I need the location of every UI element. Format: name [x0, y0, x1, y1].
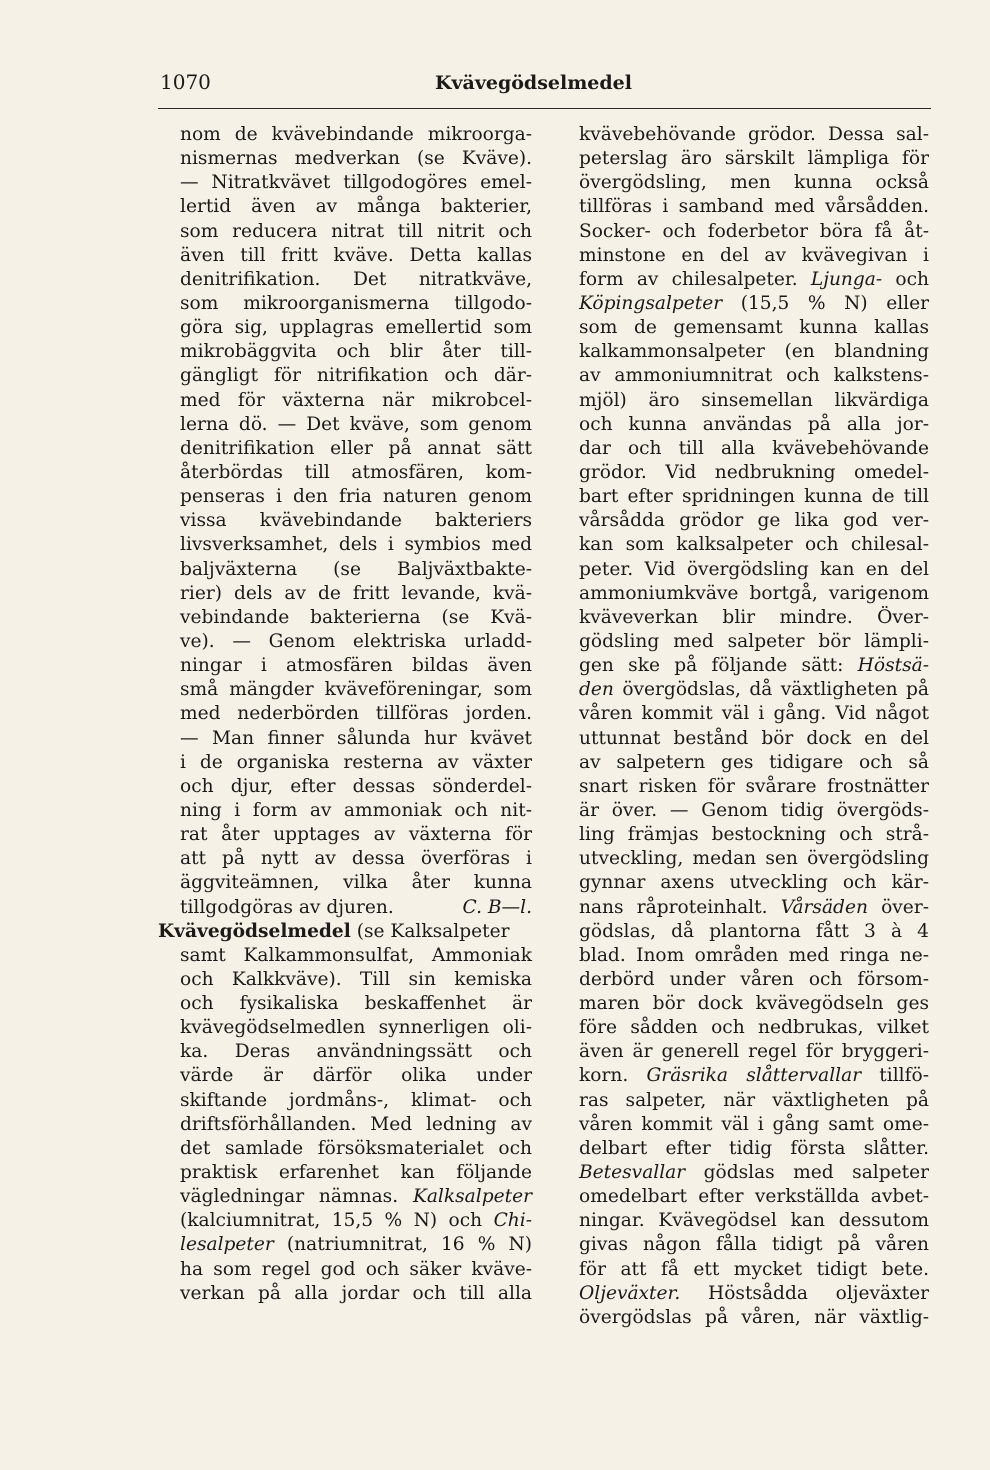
text-line: penseras i den fria naturen genom [180, 486, 532, 508]
text-line: lesalpeter (natriumnitrat, 16 % N) [180, 1234, 532, 1256]
text-line: skiftande jordmåns-, klimat- och [180, 1089, 532, 1111]
page-number: 1070 [160, 70, 211, 94]
text-line: ningar i atmosfären bildas även [180, 655, 532, 677]
text-line: kvävegödselmedlen synnerligen oli- [180, 1017, 532, 1039]
text-line: och Kalkkväve). Till sin kemiska [180, 968, 532, 990]
text-line: form av chilesalpeter. Ljunga- och [579, 268, 929, 290]
text-line: av ammoniumnitrat och kalkstens- [579, 365, 929, 387]
text-line: peter. Vid övergödsling kan en del [579, 558, 929, 580]
left-column [158, 123, 532, 1306]
text-line: värde är därför olika under [180, 1065, 532, 1087]
text-line: utveckling, medan sen övergödsling [579, 848, 929, 870]
text-line: omedelbart efter verkställda avbet- [579, 1186, 929, 1208]
text-line: ammoniumkväve bortgå, varigenom [579, 582, 929, 604]
text-line: vissa kvävebindande bakteriers [180, 510, 532, 532]
author-signature: C. B—l. [462, 896, 532, 918]
text-line: rat åter upptages av växterna för [180, 824, 532, 846]
right-column [579, 123, 929, 1330]
header-rule [158, 108, 931, 109]
text-line: ningar. Kvävegödsel kan dessutom [579, 1210, 929, 1232]
text-line: maren bör dock kvävegödseln ges [579, 993, 929, 1015]
text-line: att på nytt av dessa överföras i [180, 848, 532, 870]
entry-headword-line: Kvävegödselmedel (se Kalksalpeter [158, 920, 510, 942]
term-grasrika-slattervallar: Gräsrika slåttervallar [646, 1065, 862, 1087]
text-line: som de gemensamt kunna kallas [579, 317, 929, 339]
term-ljunga: Ljunga- [810, 268, 883, 290]
text-line: vårsådda grödor ge lika god ver- [579, 510, 929, 532]
text-line: kalkammonsalpeter (en blandning [579, 341, 929, 363]
text-line: övergödsling, men kunna också [579, 172, 929, 194]
text-line: gynnar axens utveckling och kär- [579, 872, 929, 894]
text-line: denitrifikation eller på annat sätt [180, 437, 532, 459]
text-line: nom de kvävebindande mikroorga- [180, 124, 532, 145]
text-line: lerna dö. — Det kväve, som genom [180, 413, 532, 435]
term-varsaden: Vårsäden [780, 896, 868, 918]
text-line: nans råproteinhalt. Vårsäden över- [579, 896, 929, 918]
text-line: även till fritt kväve. Detta kallas [180, 244, 532, 266]
text-line: övergödslas på våren, när växtlig- [579, 1306, 929, 1328]
text-line: ha som regel god och säker kväve- [180, 1258, 532, 1280]
text-line: i de organiska resterna av växter [180, 751, 532, 773]
text-line: med nederbörden tillföras jorden. [180, 703, 532, 725]
text-line: (kalciumnitrat, 15,5 % N) och Chi- [180, 1210, 532, 1232]
entry-lines [158, 944, 532, 1185]
text-line: lertid även av många bakterier, [180, 196, 532, 218]
text-line: vägledningar nämnas. Kalksalpeter [180, 1186, 532, 1208]
text-line: våren kommit väl i gång samt ome- [579, 1113, 929, 1135]
text-line: minstone en del av kvävegivan i [579, 244, 929, 266]
term-kopingsalpeter: Köpingsalpeter [579, 292, 723, 314]
term-betesvallar: Betesvallar [579, 1162, 686, 1184]
text-line: bart efter spridningen kunna de till [579, 486, 929, 508]
text-line: det samlade försöksmaterialet och [180, 1137, 532, 1159]
text-line: göra sig, upplagras emellertid som [180, 317, 532, 339]
text-line: med för växterna när mikrobcel- [180, 389, 532, 411]
term-kalksalpeter: Kalksalpeter [412, 1186, 532, 1208]
left-column-lines [158, 123, 532, 896]
text-line: före sådden och nedbrukas, vilket [579, 1017, 929, 1039]
text-line: även är generell regel för bryggeri- [579, 1041, 929, 1063]
text-line: är över. — Genom tidig övergöds- [579, 799, 929, 821]
text-line: gödslas, då plantorna fått 3 à 4 [579, 920, 929, 942]
text-line: ling främjas bestockning och strå- [579, 824, 929, 846]
text-line: vebindande bakterierna (se Kvä- [180, 606, 532, 628]
text-line: kan som kalksalpeter och chilesal- [579, 534, 929, 556]
text-line: och fysikaliska beskaffenhet är [180, 993, 532, 1015]
text-line: snart risken för svårare frostnätter [579, 775, 929, 797]
text-line: av salpetern ges tidigare och så [579, 751, 929, 773]
text-line: äggviteämnen, vilka åter kunna [180, 872, 532, 894]
text-line: peterslag äro särskilt lämpliga för [579, 148, 929, 170]
entry-headword: Kvävegödselmedel [158, 920, 351, 942]
page-header [160, 70, 930, 94]
text-line: dar och till alla kvävebehövande [579, 437, 929, 459]
text-line: driftsförhållanden. Med ledning av [180, 1113, 532, 1135]
text-line: kväveverkan blir mindre. Över- [579, 606, 929, 628]
text-line: — Man finner sålunda hur kvävet [180, 727, 532, 749]
text-line: kvävebehövande grödor. Dessa sal- [579, 124, 929, 145]
text-line: och djur, efter dessas sönderdel- [180, 775, 532, 797]
text-line: våren kommit väl i gång. Vid något [579, 703, 929, 725]
text-line: grödor. Vid nedbrukning omedel- [579, 461, 929, 483]
text-line: ve). — Genom elektriska urladd- [180, 630, 532, 652]
text-line: baljväxterna (se Baljväxtbakte- [180, 558, 532, 580]
text-line: återbördas till atmosfären, kom- [180, 461, 532, 483]
text-line: samt Kalkammonsulfat, Ammoniak [180, 944, 532, 966]
text-line: som mikroorganismerna tillgodo- [180, 292, 532, 314]
text-line: gödsling med salpeter bör lämpli- [579, 630, 929, 652]
text-line: blad. Inom områden med ringa ne- [579, 944, 929, 966]
text-line: — Nitratkvävet tillgodogöres emel- [180, 172, 532, 194]
text-line: gen ske på följande sätt: Höstsä- [579, 655, 929, 677]
text-line: denitrifikation. Det nitratkväve, [180, 268, 532, 290]
entry-tail-lines [158, 1258, 532, 1306]
text-line: och kunna användas på alla jor- [579, 413, 929, 435]
text-line: Betesvallar gödslas med salpeter [579, 1162, 929, 1184]
text-line: nismernas medverkan (se Kväve). [180, 148, 532, 170]
text-line: som reducera nitrat till nitrit och [180, 220, 532, 242]
text-line: ning i form av ammoniak och nit- [180, 799, 532, 821]
text-line: Socker- och foderbetor böra få åt- [579, 220, 929, 242]
text-line: givas någon fålla tidigt på våren [579, 1234, 929, 1256]
text-line: praktisk erfarenhet kan följande [180, 1162, 532, 1184]
text-line: gängligt för nitrifikation och där- [180, 365, 532, 387]
text-line: derbörd under våren och försom- [579, 968, 929, 990]
text-line: korn. Gräsrika slåttervallar tillfö- [579, 1065, 929, 1087]
text-line: små mängder kväveföreningar, som [180, 679, 532, 701]
running-head: Kvävegödselmedel [434, 72, 632, 94]
text-line: den övergödslas, då växtligheten på [579, 679, 929, 701]
term-oljevaxter: Oljeväxter. [579, 1282, 681, 1304]
text-line: mjöl) äro sinsemellan likvärdiga [579, 389, 929, 411]
text-line: delbart efter tidig första slåtter. [579, 1137, 929, 1159]
text-line: Köpingsalpeter (15,5 % N) eller [579, 292, 929, 314]
text-line: tillföras i samband med vårsådden. [579, 196, 929, 218]
text-line: ka. Deras användningssätt och [180, 1041, 532, 1063]
text-line: ras salpeter, när växtligheten på [579, 1089, 929, 1111]
text-line: verkan på alla jordar och till alla [180, 1282, 532, 1304]
text-line: uttunnat bestånd bör dock en del [579, 727, 929, 749]
text-line: för att få ett mycket tidigt bete. [579, 1258, 929, 1280]
term-hostsaden: Höstsä- [857, 655, 929, 677]
text-line: tillgodgöras av djuren. C. B—l. [158, 896, 532, 920]
term-chilesalpeter: Chi- [493, 1210, 532, 1232]
text-line: Oljeväxter. Höstsådda oljeväxter [579, 1282, 929, 1304]
text-line: livsverksamhet, dels i symbios med [180, 534, 532, 556]
text-line: mikrobäggvita och blir åter till- [180, 341, 532, 363]
text-line: rier) dels av de fritt levande, kvä- [180, 582, 532, 604]
